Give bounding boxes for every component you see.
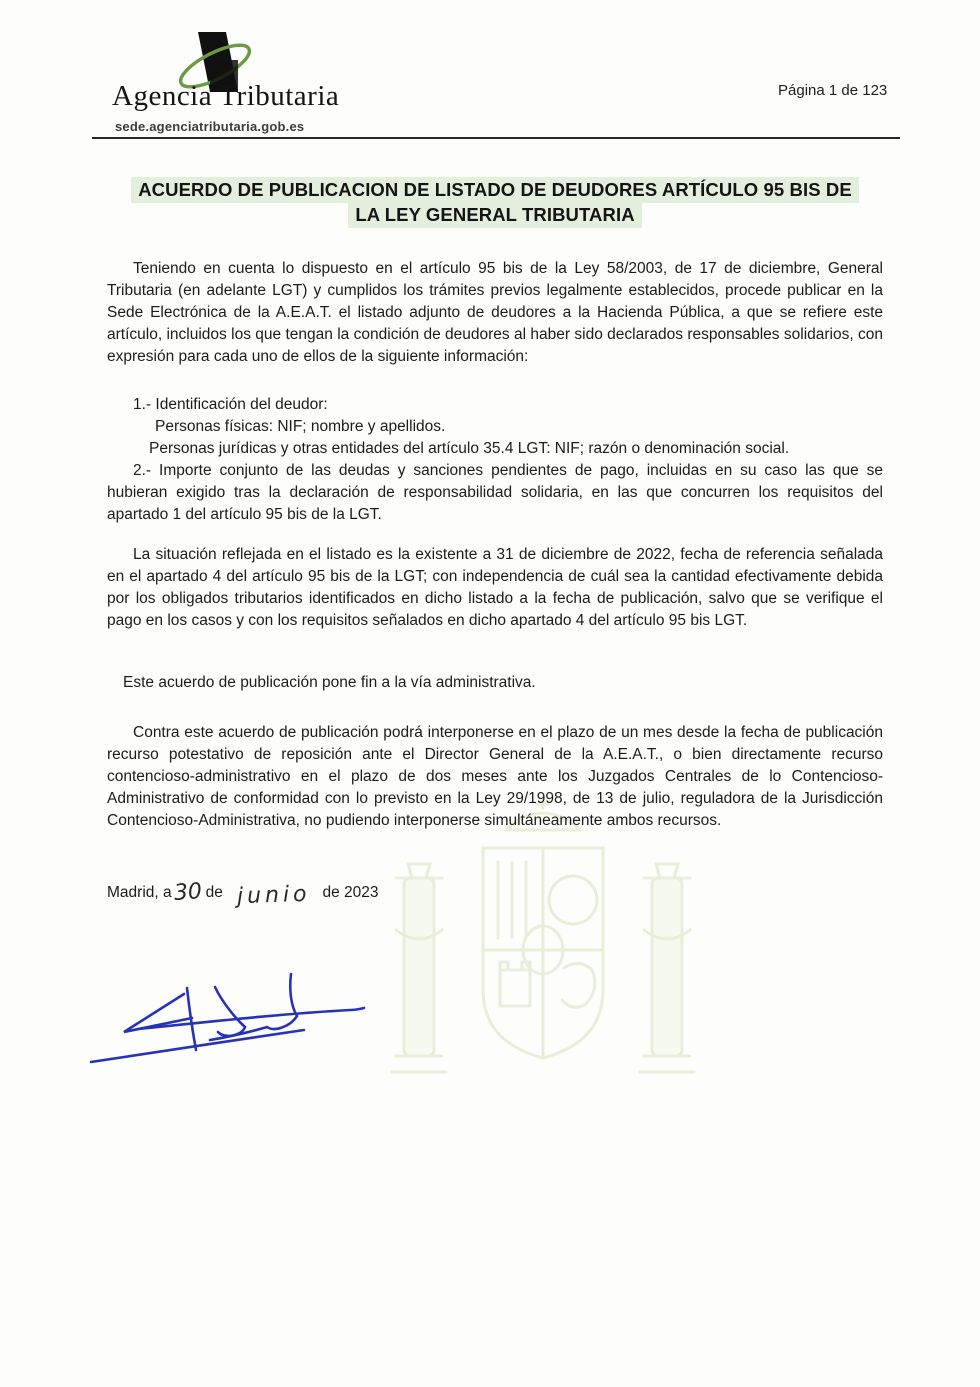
date-place: Madrid, a xyxy=(107,884,172,901)
header-rule xyxy=(92,137,900,139)
document-body xyxy=(107,177,883,910)
brand-name: Agencia Tributaria xyxy=(112,80,340,112)
list-item-1a: Personas físicas: NIF; nombre y apellidos. xyxy=(155,418,446,435)
page-number: Página 1 de 123 xyxy=(778,82,888,99)
date-de2: de 2023 xyxy=(322,884,379,901)
document-title xyxy=(107,177,883,227)
handwritten-month: junio xyxy=(236,881,311,910)
title-line-1: ACUERDO DE PUBLICACION DE LISTADO DE DEUDORES ARTÍCULO 95 BIS DE xyxy=(131,177,859,203)
paragraph-recursos: Contra este acuerdo de publicación podrá interponerse en el plazo de un mes desde la fecha de publicación recurso potestativo de reposición ante el Director General de la A.E.A.T., o bien directamente recurso contencioso-administrativo en el plazo de dos meses ante los Juzgados Centrales de lo Contencioso-Administrativo de conformidad con lo previsto en la Ley 29/1998, de 13 de julio, reguladora de la Jurisdicción Contencioso-Administrativa, no pudiendo interponerse simultáneamente ambos recursos. xyxy=(107,724,883,829)
paragraph-via-administrativa: Este acuerdo de publicación pone fin a la vía administrativa. xyxy=(123,674,536,691)
paragraph-situacion: La situación reflejada en el listado es la existente a 31 de diciembre de 2022, fecha de referencia señalada en el apartado 4 del artículo 95 bis de la LGT; con independencia de cuál sea la cantidad efectivamente debida por los obligados tributarios identificados en dicho listado a la fecha de publicación, salvo que se verifique el pago en los casos y con los requisitos señalados en dicho apartado 4 del artículo 95 bis LGT. xyxy=(107,546,883,629)
title-line-2: LA LEY GENERAL TRIBUTARIA xyxy=(348,202,641,228)
site-url: sede.agenciatributaria.gob.es xyxy=(115,119,305,134)
list-item-1: 1.- Identificación del deudor: xyxy=(133,396,328,413)
information-list xyxy=(107,394,883,526)
list-item-2: 2.- Importe conjunto de las deudas y sanciones pendientes de pago, incluidas en su caso las que se hubieran exigido tras la declaración de responsabilidad solidaria, en las que concurren los requisitos del apartado 1 del artículo 95 bis de la LGT. xyxy=(107,462,883,523)
date-de1: de xyxy=(205,884,223,901)
list-item-1b: Personas jurídicas y otras entidades del artículo 35.4 LGT: NIF; razón o denominación social. xyxy=(149,440,790,457)
date-line xyxy=(107,879,883,910)
handwritten-day: 30 xyxy=(172,879,203,906)
handwritten-signature xyxy=(88,962,378,1072)
paragraph-intro: Teniendo en cuenta lo dispuesto en el artículo 95 bis de la Ley 58/2003, de 17 de diciembre, General Tributaria (en adelante LGT) y cumplidos los trámites previos legalmente establecidos, procede publicar en la Sede Electrónica de la A.E.A.T. el listado adjunto de deudores a la Hacienda Pública, a que se refiere este artículo, incluidos los que tengan la condición de deudores al haber sido declarados responsables solidarios, con expresión para cada uno de ellos de la siguiente información: xyxy=(107,260,883,365)
